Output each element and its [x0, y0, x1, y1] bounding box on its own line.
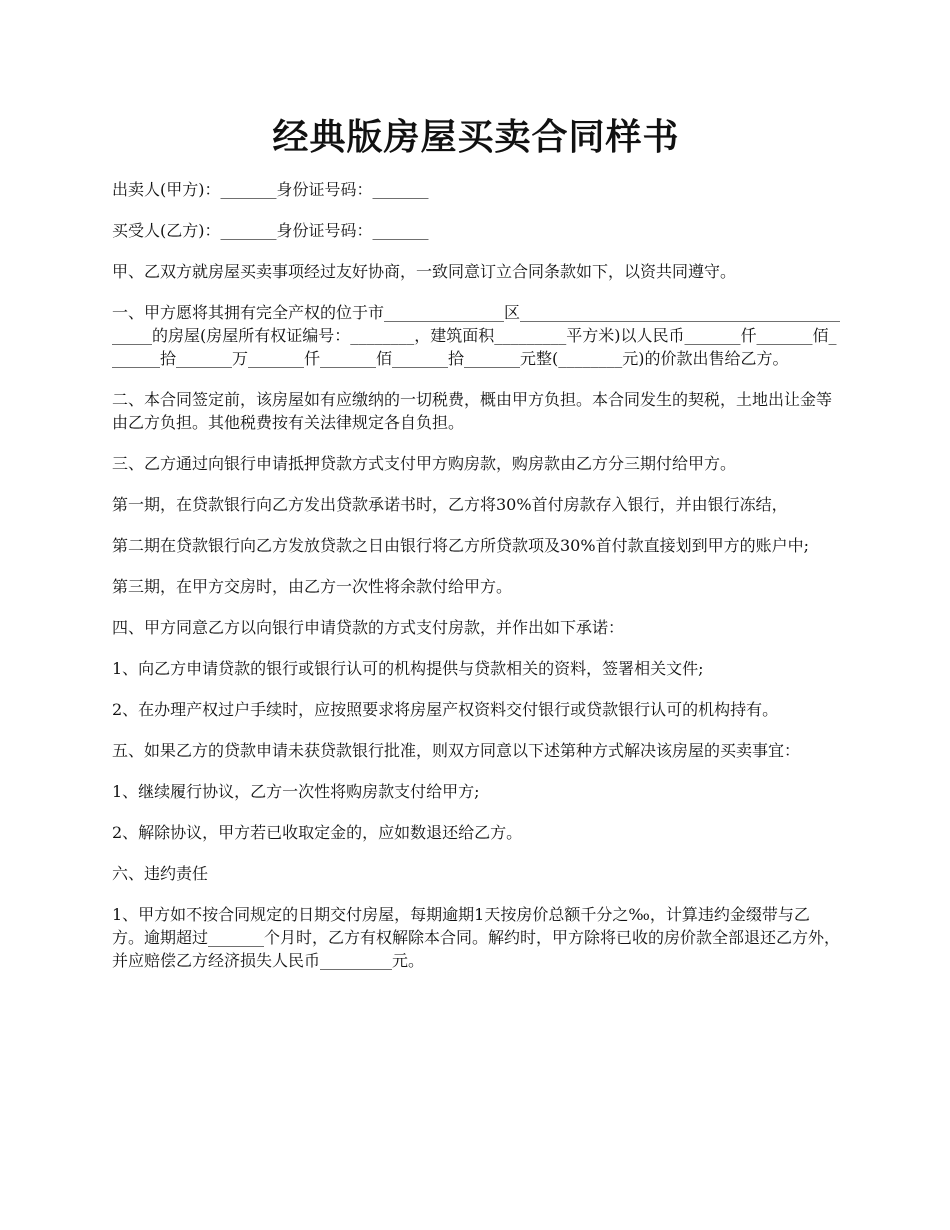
- payment-phase-3: 第三期，在甲方交房时，由乙方一次性将余款付给甲方。: [112, 577, 513, 596]
- preamble: 甲、乙双方就房屋买卖事项经过友好协商，一致同意订立合同条款如下，以资共同遵守。: [112, 262, 737, 281]
- seller-line: 出卖人(甲方)：_______身份证号码：_______: [112, 180, 429, 199]
- document-title: 经典版房屋买卖合同样书: [272, 116, 680, 158]
- clause-2: 二、本合同签定前，该房屋如有应缴纳的一切税费，概由甲方负担。本合同发生的契税，土地出让金等由乙方负担。其他税费按有关法律规定各自负担。: [112, 390, 833, 432]
- clause-4-item-1: 1、向乙方申请贷款的银行或银行认可的机构提供与贷款相关的资料，签署相关文件;: [112, 659, 704, 678]
- clause-3: 三、乙方通过向银行申请抵押贷款方式支付甲方购房款，购房款由乙方分三期付给甲方。: [112, 454, 737, 473]
- contract-document: [112, 112, 840, 990]
- clause-5: 五、如果乙方的贷款申请未获贷款银行批准，则双方同意以下述第种方式解决该房屋的买卖事宜：: [112, 741, 801, 760]
- clause-4-item-2: 2、在办理产权过户手续时，应按照要求将房屋产权资料交付银行或贷款银行认可的机构持有。: [112, 700, 779, 719]
- buyer-line: 买受人(乙方)：_______身份证号码：_______: [112, 221, 429, 240]
- clause-6-heading: 六、违约责任: [112, 864, 209, 883]
- payment-phase-1: 第一期，在贷款银行向乙方发出贷款承诺书时，乙方将30%首付房款存入银行，并由银行冻结，: [112, 495, 788, 514]
- clause-6-item-1: 1、甲方如不按合同规定的日期交付房屋，每期逾期1天按房价总额千分之‰，计算违约金缀带与乙方。逾期超过_______个月时，乙方有权解除本合同。解约时，甲方除将已收的房价款全部退还乙方外，并应赔偿乙方经济损失人民币_________元。: [112, 905, 841, 970]
- clause-1: 一、甲方愿将其拥有完全产权的位于市_______________区_____________________________________________的房屋(房屋所有权证编号：________，建筑面积_________平方米)以人民币_______仟_______佰_______拾_______万_______仟_______佰_______拾_______元整(________元)的价款出售给乙方。: [112, 303, 841, 368]
- clause-4: 四、甲方同意乙方以向银行申请贷款的方式支付房款，并作出如下承诺：: [112, 618, 625, 637]
- clause-5-item-2: 2、解除协议，甲方若已收取定金的，应如数退还给乙方。: [112, 823, 523, 842]
- clause-5-item-1: 1、继续履行协议，乙方一次性将购房款支付给甲方;: [112, 782, 480, 801]
- payment-phase-2: 第二期在贷款银行向乙方发放贷款之日由银行将乙方所贷款项及30%首付款直接划到甲方的账户中;: [112, 536, 809, 555]
